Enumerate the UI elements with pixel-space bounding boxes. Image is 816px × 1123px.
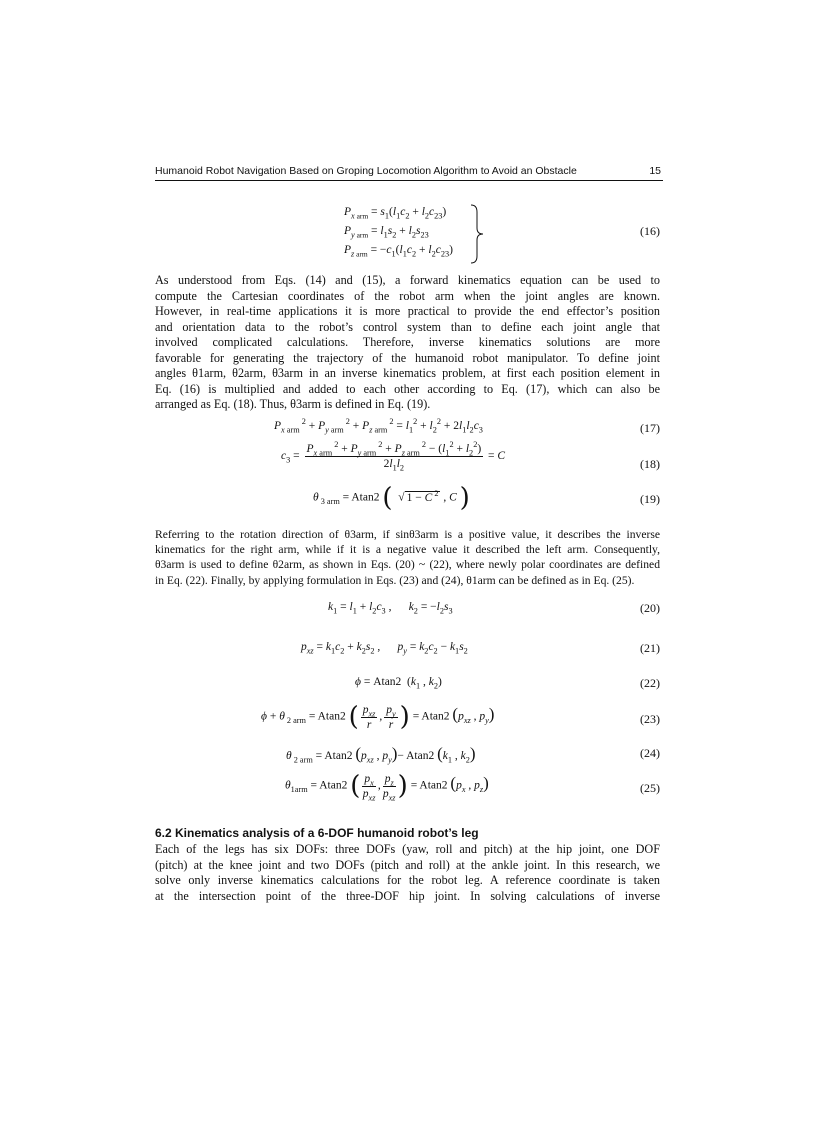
text-line: solve only inverse kinematics calculations for the robot leg. A reference coordinate is taken — [155, 873, 660, 888]
text-line: arranged as Eq. (18). Thus, θ3arm is defined in Eq. (19). — [155, 397, 431, 412]
header-title: Humanoid Robot Navigation Based on Groping Locomotion Algorithm to Avoid an Obstacle — [155, 165, 577, 177]
equation-number-17: (17) — [640, 421, 660, 435]
equation-number-24: (24) — [640, 746, 660, 760]
equation-number-19: (19) — [640, 492, 660, 506]
text-line: involved complicated calculations. Therefore, inverse kinematics solutions are more — [155, 335, 660, 350]
equation-16-brace — [470, 204, 484, 264]
equation-23: ϕ + θ $_{2 arm}$ = Atan2 ( $\frac{p_{xz}}{r}$ , $\frac{p_y}{r}$ ) = Atan2 ($p_{xz}$ , $p_y$) — [261, 702, 495, 732]
equation-22: ϕ = Atan2 ($k_1$ , $k_2$) — [355, 676, 442, 691]
equation-21: $p_{xz} = k_1c_2 + k_2s_2$ , $p_y = k_2c_2 - k_1s_2$ — [301, 641, 468, 656]
text-line: Referring to the rotation direction of θ3arm, if sinθ3arm is a positive value, it describes the inverse — [155, 528, 660, 541]
equation-19: θ $_{3 arm}$ = Atan2 ( √ 1 − C $^2$ , C ) — [313, 483, 470, 513]
equation-16-line-2: $P_{y arm} = l_1s_2 + l_2s_{23}$ — [344, 225, 429, 240]
equation-20: $k_1 = l_1 + l_2c_3$ , $k_2 = -l_2s_3$ — [328, 601, 453, 616]
equation-16-line-3: $P_{z arm} = -c_1(l_1c_2 + l_2c_{23})$ — [344, 244, 453, 259]
paragraph-2 — [155, 527, 660, 588]
equation-24: θ $_{2 arm}$ = Atan2 ($p_{xz}$ , $p_y)- Atan2$ ($k_1$ , $k_2$) — [286, 744, 476, 765]
equation-17: $P_{x arm}$ $^2 + P_{y arm}$ $^2 + P_{z arm}$ $^2 = l_1^2 + l_2^2 + 2l_1l_2c_3$ — [274, 417, 483, 435]
text-line: However, in real-time applications it is more practical to provide the end effector’s position — [155, 304, 660, 319]
equation-16-line-1: $P_{x arm} = s_1(l_1c_2 + l_2c_{23})$ — [344, 206, 447, 221]
equation-number-16: (16) — [640, 224, 660, 238]
text-line: and orientation data to the robot’s control system than to define each joint angle that — [155, 319, 660, 334]
text-line: at the intersection point of the three-DOF hip joint. In solving calculations of inverse — [155, 888, 660, 903]
paragraph-1 — [155, 273, 660, 413]
header-rule — [155, 180, 663, 181]
text-line: As understood from Eqs. (14) and (15), a forward kinematics equation can be used to — [155, 273, 660, 287]
text-line: angles θ1arm, θ2arm, θ3arm in an inverse kinematics problem, at first each position element in — [155, 366, 660, 381]
equation-number-21: (21) — [640, 641, 660, 655]
equation-number-23: (23) — [640, 712, 660, 726]
text-line: kinematics for the right arm, while if it is a negative value it described the left arm. Consequently, — [155, 543, 660, 557]
equation-number-20: (20) — [640, 601, 660, 615]
text-line: θ3arm is used to define θ2arm, as shown in Eqs. (20) ~ (22), where newly polar coordinates are defined — [155, 558, 660, 572]
page-number: 15 — [649, 165, 661, 177]
equation-number-18: (18) — [640, 457, 660, 471]
text-line: compute the Cartesian coordinates of the robot arm when the joint angles are known. — [155, 288, 660, 303]
paragraph-3 — [155, 842, 660, 904]
running-header — [155, 165, 663, 181]
equation-number-25: (25) — [640, 781, 660, 795]
text-line: (pitch) at the knee joint and two DOFs (pitch and roll) at the ankle joint. In this research, we — [155, 857, 660, 872]
equation-18-fraction: $\frac{P_{x arm} ^2 + P_{y arm} ^2 + P_{z arm} ^2 - (l_1^2 + l_2^2)}{2l_1l_2}$ — [306, 440, 482, 473]
text-line: Each of the legs has six DOFs: three DOFs (yaw, roll and pitch) at the hip joint, one DOF — [155, 842, 660, 856]
equation-18: $c_3$ = $\frac{P_{x arm} ^2 + P_{y arm} ^2 + P_{z arm} ^2 - (l_1^2 + l_2^2)}{2l_1l_2}$ = C — [281, 440, 506, 473]
equation-25: $\theta_{1arm} = Atan2$ ( $\frac{p_x}{p_{xz}}$ , $\frac{p_z}{p_{xz}}$ ) = Atan2 ($p_x$ , $p_z$) — [285, 771, 489, 802]
equation-number-22: (22) — [640, 676, 660, 690]
section-heading: 6.2 Kinematics analysis of a 6-DOF humanoid robot’s leg — [155, 826, 479, 840]
text-line: favorable for generating the trajectory of the humanoid robot manipulator. To define joint — [155, 350, 660, 365]
text-line: in Eq. (22). Finally, by applying formulation in Eqs. (23) and (24), θ1arm can be defined as in Eq. (25). — [155, 573, 635, 587]
text-line: Eq. (16) is multiplied and added to each other according to Eq. (17), which can also be — [155, 381, 660, 396]
